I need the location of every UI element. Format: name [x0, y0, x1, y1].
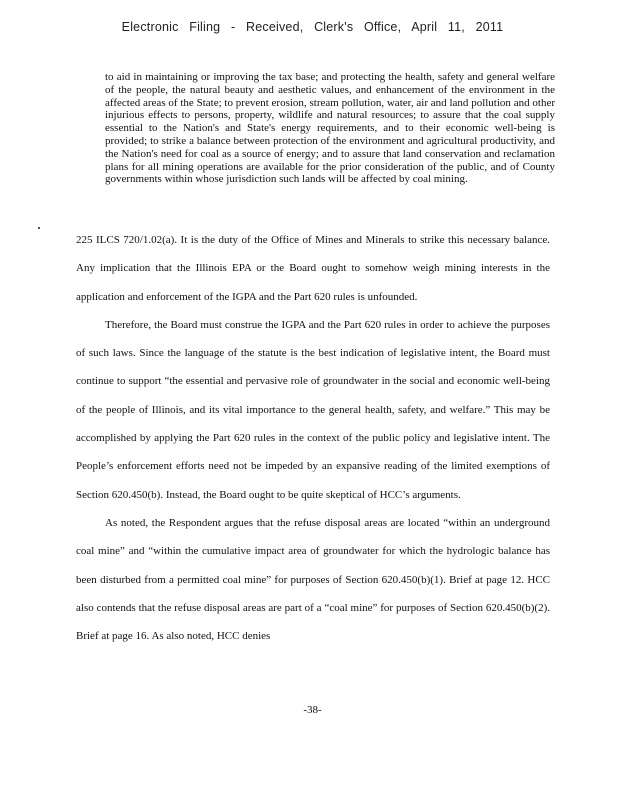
- body-text: [76, 226, 550, 650]
- statute-block-quote: to aid in maintaining or improving the tax base; and protecting the health, safety and general welfare of the people, the natural beauty and aesthetic values, and enhancement of the environment in the affected areas of the State; to prevent erosion, stream pollution, water, air and land pollution and other injurious effects to persons, property, wildlife and natural resources; to assure that the coal supply essential to the Nation's and State's energy requirements, and to their economic well-being is provided; to strike a balance between protection of the environment and agricultural productivity, and the Nation's need for coal as a source of energy; and to assure that land conservation and reclamation plans for all mining operations are available for the prior consideration of the public, and of County governments within whose jurisdiction such lands will be affected by coal mining.: [105, 71, 555, 186]
- filing-stamp-header: Electronic Filing - Received, Clerk's Office, April 11, 2011: [121, 20, 504, 34]
- page-number: -38-: [303, 704, 322, 716]
- paragraph-respondent-argues: As noted, the Respondent argues that the refuse disposal areas are located “within an underground coal mine” and “within the cumulative impact area of groundwater for which the hydrologic balance has been disturbed from a permitted coal mine” for purposes of Section 620.450(b)(1). Brief at page 12. HCC also contends that the refuse disposal areas are part of a “coal mine” for purposes of Section 620.450(b)(2). Brief at page 16. As also noted, HCC denies: [76, 516, 550, 643]
- paragraph-citation: 225 ILCS 720/1.02(a). It is the duty of the Office of Mines and Minerals to strike this necessary balance. Any implication that the Illinois EPA or the Board ought to somehow weigh mining interests in the application and enforcement of the IGPA and the Part 620 rules is unfounded.: [76, 234, 550, 303]
- paragraph-construe: Therefore, the Board must construe the IGPA and the Part 620 rules in order to achieve the purposes of such laws. Since the language of the statute is the best indication of legislative intent, the Board must continue to support “the essential and pervasive role of groundwater in the social and economic well-being of the people of Illinois, and its vital importance to the general health, safety, and welfare.” This may be accomplished by applying the Part 620 rules in the context of the public policy and legislative intent. The People’s enforcement efforts need not be impeded by an expansive reading of the limited exemptions of Section 620.450(b). Instead, the Board ought to be quite skeptical of HCC’s arguments.: [76, 318, 550, 501]
- margin-mark: [38, 227, 40, 229]
